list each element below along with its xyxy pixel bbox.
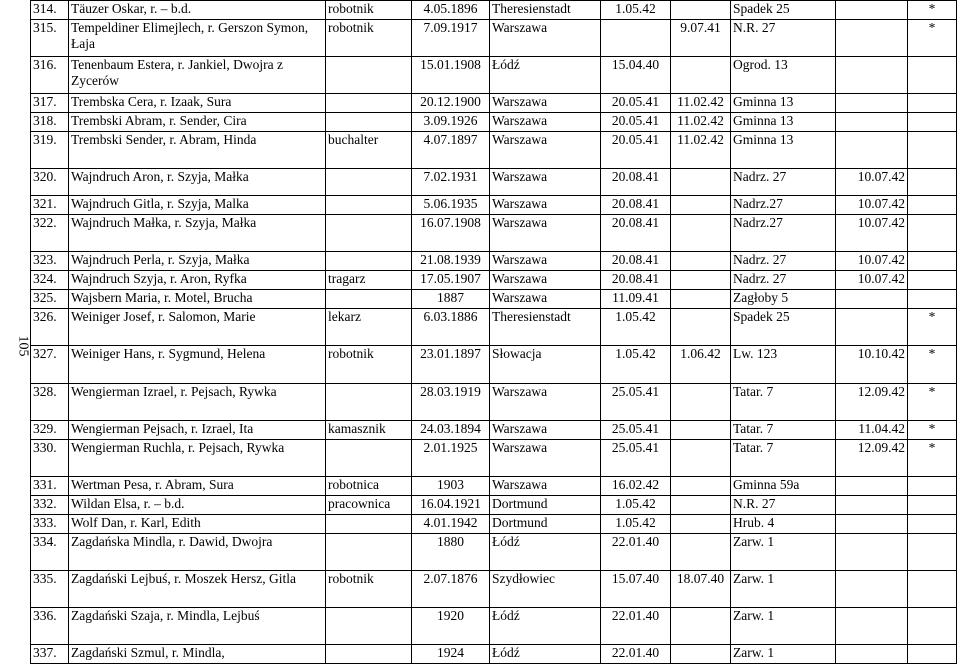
cell-death-date: [836, 645, 908, 664]
cell-mark: [908, 534, 957, 571]
cell-row-number: 331.: [31, 477, 69, 496]
cell-birth-place: Warszawa: [490, 477, 601, 496]
cell-arrival-date: 1.05.42: [601, 1, 671, 20]
cell-mark: [908, 252, 957, 271]
cell-departure-date: 11.02.42: [671, 132, 731, 169]
cell-arrival-date: 22.01.40: [601, 608, 671, 645]
cell-occupation: [326, 57, 412, 94]
cell-mark: *: [908, 440, 957, 477]
cell-mark: [908, 645, 957, 664]
cell-departure-date: [671, 608, 731, 645]
cell-person-name: Wajndruch Aron, r. Szyja, Małka: [69, 169, 326, 196]
cell-birth-date: 1887: [412, 290, 490, 309]
cell-person-name: Weiniger Hans, r. Sygmund, Helena: [69, 346, 326, 384]
cell-birth-date: 1903: [412, 477, 490, 496]
cell-departure-date: 11.02.42: [671, 113, 731, 132]
cell-address: Nadrz.27: [731, 196, 836, 215]
cell-arrival-date: 11.09.41: [601, 290, 671, 309]
cell-person-name: Wolf Dan, r. Karl, Edith: [69, 515, 326, 534]
cell-person-name: Tenenbaum Estera, r. Jankiel, Dwojra z Zycerów: [69, 57, 326, 94]
page-number-text: 105: [15, 335, 31, 357]
cell-death-date: [836, 290, 908, 309]
cell-mark: [908, 608, 957, 645]
cell-address: Tatar. 7: [731, 384, 836, 421]
cell-death-date: 10.07.42: [836, 271, 908, 290]
cell-arrival-date: 15.04.40: [601, 57, 671, 94]
cell-death-date: [836, 477, 908, 496]
cell-departure-date: [671, 496, 731, 515]
cell-address: N.R. 27: [731, 20, 836, 57]
cell-person-name: Trembski Sender, r. Abram, Hinda: [69, 132, 326, 169]
cell-address: Zarw. 1: [731, 608, 836, 645]
cell-birth-date: 2.01.1925: [412, 440, 490, 477]
records-table-body: [31, 1, 957, 664]
cell-address: Zarw. 1: [731, 645, 836, 664]
cell-person-name: Wengierman Ruchla, r. Pejsach, Rywka: [69, 440, 326, 477]
table-row: [31, 477, 957, 496]
cell-mark: [908, 290, 957, 309]
cell-arrival-date: 20.05.41: [601, 132, 671, 169]
table-row: [31, 571, 957, 608]
table-row: [31, 515, 957, 534]
cell-birth-place: Warszawa: [490, 94, 601, 113]
cell-death-date: [836, 57, 908, 94]
cell-death-date: [836, 608, 908, 645]
cell-birth-place: Warszawa: [490, 169, 601, 196]
cell-row-number: 322.: [31, 215, 69, 252]
cell-death-date: [836, 20, 908, 57]
cell-occupation: [326, 384, 412, 421]
cell-arrival-date: 20.05.41: [601, 94, 671, 113]
cell-occupation: robotnik: [326, 571, 412, 608]
cell-mark: [908, 113, 957, 132]
cell-address: Spadek 25: [731, 1, 836, 20]
cell-birth-place: Łódź: [490, 534, 601, 571]
cell-occupation: [326, 113, 412, 132]
cell-departure-date: [671, 477, 731, 496]
cell-person-name: Wajsbern Maria, r. Motel, Brucha: [69, 290, 326, 309]
table-row: [31, 309, 957, 346]
table-row: [31, 113, 957, 132]
cell-departure-date: [671, 440, 731, 477]
cell-birth-date: 1880: [412, 534, 490, 571]
cell-departure-date: 9.07.41: [671, 20, 731, 57]
cell-row-number: 336.: [31, 608, 69, 645]
table-row: [31, 1, 957, 20]
cell-person-name: Zagdański Szmul, r. Mindla,: [69, 645, 326, 664]
cell-mark: [908, 477, 957, 496]
cell-departure-date: [671, 309, 731, 346]
cell-death-date: [836, 515, 908, 534]
cell-death-date: 10.07.42: [836, 252, 908, 271]
table-row: [31, 132, 957, 169]
cell-birth-date: 1924: [412, 645, 490, 664]
cell-arrival-date: 1.05.42: [601, 309, 671, 346]
cell-arrival-date: 20.08.41: [601, 252, 671, 271]
cell-death-date: 11.04.42: [836, 421, 908, 440]
cell-arrival-date: 16.02.42: [601, 477, 671, 496]
cell-arrival-date: [601, 20, 671, 57]
cell-person-name: Wengierman Izrael, r. Pejsach, Rywka: [69, 384, 326, 421]
cell-departure-date: [671, 215, 731, 252]
cell-birth-date: 5.06.1935: [412, 196, 490, 215]
cell-row-number: 335.: [31, 571, 69, 608]
cell-occupation: buchalter: [326, 132, 412, 169]
cell-address: Zagłoby 5: [731, 290, 836, 309]
table-row: [31, 290, 957, 309]
table-row: [31, 421, 957, 440]
cell-departure-date: [671, 57, 731, 94]
cell-death-date: 12.09.42: [836, 440, 908, 477]
cell-birth-place: Warszawa: [490, 196, 601, 215]
cell-departure-date: [671, 515, 731, 534]
cell-row-number: 332.: [31, 496, 69, 515]
cell-birth-place: Warszawa: [490, 421, 601, 440]
cell-address: Gminna 13: [731, 132, 836, 169]
cell-birth-date: 28.03.1919: [412, 384, 490, 421]
cell-departure-date: 11.02.42: [671, 94, 731, 113]
cell-birth-date: 21.08.1939: [412, 252, 490, 271]
table-row: [31, 346, 957, 384]
table-row: [31, 440, 957, 477]
cell-address: Tatar. 7: [731, 421, 836, 440]
cell-address: Nadrz. 27: [731, 169, 836, 196]
cell-birth-place: Warszawa: [490, 440, 601, 477]
cell-departure-date: [671, 196, 731, 215]
cell-birth-place: Łódź: [490, 57, 601, 94]
cell-occupation: pracownica: [326, 496, 412, 515]
cell-death-date: [836, 94, 908, 113]
cell-address: Gminna 13: [731, 113, 836, 132]
cell-arrival-date: 1.05.42: [601, 515, 671, 534]
cell-address: Tatar. 7: [731, 440, 836, 477]
cell-occupation: robotnik: [326, 1, 412, 20]
cell-death-date: 10.07.42: [836, 169, 908, 196]
cell-mark: *: [908, 384, 957, 421]
cell-occupation: kamasznik: [326, 421, 412, 440]
cell-arrival-date: 25.05.41: [601, 384, 671, 421]
cell-row-number: 324.: [31, 271, 69, 290]
cell-address: Hrub. 4: [731, 515, 836, 534]
cell-birth-place: Warszawa: [490, 215, 601, 252]
cell-arrival-date: 20.08.41: [601, 196, 671, 215]
cell-birth-date: 1920: [412, 608, 490, 645]
cell-person-name: Tempeldiner Elimejlech, r. Gerszon Symon, Łaja: [69, 20, 326, 57]
cell-person-name: Trembska Cera, r. Izaak, Sura: [69, 94, 326, 113]
cell-departure-date: 1.06.42: [671, 346, 731, 384]
cell-row-number: 327.: [31, 346, 69, 384]
cell-arrival-date: 20.08.41: [601, 271, 671, 290]
cell-death-date: 12.09.42: [836, 384, 908, 421]
cell-departure-date: [671, 534, 731, 571]
table-row: [31, 57, 957, 94]
cell-address: Nadrz. 27: [731, 271, 836, 290]
cell-occupation: [326, 534, 412, 571]
cell-row-number: 314.: [31, 1, 69, 20]
cell-birth-place: Warszawa: [490, 290, 601, 309]
cell-row-number: 325.: [31, 290, 69, 309]
cell-birth-date: 24.03.1894: [412, 421, 490, 440]
cell-arrival-date: 1.05.42: [601, 346, 671, 384]
cell-arrival-date: 20.05.41: [601, 113, 671, 132]
cell-row-number: 323.: [31, 252, 69, 271]
table-row: [31, 384, 957, 421]
cell-occupation: [326, 196, 412, 215]
table-row: [31, 169, 957, 196]
cell-departure-date: [671, 421, 731, 440]
cell-birth-place: Theresienstadt: [490, 1, 601, 20]
cell-birth-place: Dortmund: [490, 496, 601, 515]
cell-death-date: [836, 113, 908, 132]
cell-row-number: 330.: [31, 440, 69, 477]
cell-death-date: 10.10.42: [836, 346, 908, 384]
cell-birth-date: 16.04.1921: [412, 496, 490, 515]
cell-row-number: 320.: [31, 169, 69, 196]
cell-birth-date: 3.09.1926: [412, 113, 490, 132]
cell-person-name: Trembski Abram, r. Sender, Cira: [69, 113, 326, 132]
cell-mark: [908, 169, 957, 196]
cell-birth-place: Warszawa: [490, 271, 601, 290]
cell-occupation: robotnica: [326, 477, 412, 496]
cell-person-name: Wajndruch Małka, r. Szyja, Małka: [69, 215, 326, 252]
cell-birth-date: 20.12.1900: [412, 94, 490, 113]
cell-row-number: 337.: [31, 645, 69, 664]
cell-birth-place: Łódź: [490, 608, 601, 645]
cell-person-name: Wengierman Pejsach, r. Izrael, Ita: [69, 421, 326, 440]
cell-row-number: 334.: [31, 534, 69, 571]
cell-mark: [908, 515, 957, 534]
cell-address: Nadrz.27: [731, 215, 836, 252]
cell-person-name: Zagdański Lejbuś, r. Moszek Hersz, Gitla: [69, 571, 326, 608]
cell-departure-date: [671, 645, 731, 664]
cell-occupation: [326, 94, 412, 113]
cell-death-date: [836, 496, 908, 515]
cell-death-date: [836, 571, 908, 608]
cell-mark: *: [908, 309, 957, 346]
cell-departure-date: [671, 290, 731, 309]
table-row: [31, 271, 957, 290]
cell-occupation: robotnik: [326, 20, 412, 57]
cell-birth-date: 15.01.1908: [412, 57, 490, 94]
cell-departure-date: [671, 271, 731, 290]
cell-mark: *: [908, 421, 957, 440]
cell-occupation: [326, 290, 412, 309]
cell-occupation: [326, 515, 412, 534]
cell-arrival-date: 1.05.42: [601, 496, 671, 515]
cell-occupation: [326, 215, 412, 252]
cell-row-number: 328.: [31, 384, 69, 421]
cell-address: Zarw. 1: [731, 571, 836, 608]
cell-person-name: Zagdańska Mindla, r. Dawid, Dwojra: [69, 534, 326, 571]
cell-occupation: lekarz: [326, 309, 412, 346]
cell-person-name: Zagdański Szaja, r. Mindla, Lejbuś: [69, 608, 326, 645]
cell-mark: *: [908, 20, 957, 57]
cell-person-name: Wajndruch Perla, r. Szyja, Małka: [69, 252, 326, 271]
cell-occupation: tragarz: [326, 271, 412, 290]
cell-mark: [908, 132, 957, 169]
cell-arrival-date: 15.07.40: [601, 571, 671, 608]
cell-birth-place: Warszawa: [490, 132, 601, 169]
cell-death-date: [836, 534, 908, 571]
cell-mark: [908, 496, 957, 515]
cell-death-date: [836, 1, 908, 20]
cell-row-number: 321.: [31, 196, 69, 215]
cell-birth-date: 16.07.1908: [412, 215, 490, 252]
table-row: [31, 496, 957, 515]
cell-mark: [908, 196, 957, 215]
cell-person-name: Täuzer Oskar, r. – b.d.: [69, 1, 326, 20]
cell-birth-date: 23.01.1897: [412, 346, 490, 384]
cell-row-number: 316.: [31, 57, 69, 94]
cell-birth-date: 4.07.1897: [412, 132, 490, 169]
cell-birth-date: 2.07.1876: [412, 571, 490, 608]
table-row: [31, 215, 957, 252]
cell-birth-place: Szydłowiec: [490, 571, 601, 608]
cell-arrival-date: 20.08.41: [601, 215, 671, 252]
cell-departure-date: [671, 1, 731, 20]
cell-mark: [908, 571, 957, 608]
cell-birth-date: 6.03.1886: [412, 309, 490, 346]
cell-arrival-date: 20.08.41: [601, 169, 671, 196]
cell-death-date: [836, 309, 908, 346]
cell-mark: *: [908, 1, 957, 20]
cell-row-number: 329.: [31, 421, 69, 440]
cell-mark: [908, 271, 957, 290]
cell-address: Nadrz. 27: [731, 252, 836, 271]
cell-occupation: [326, 645, 412, 664]
cell-death-date: 10.07.42: [836, 196, 908, 215]
cell-person-name: Wildan Elsa, r. – b.d.: [69, 496, 326, 515]
cell-occupation: [326, 169, 412, 196]
cell-mark: [908, 215, 957, 252]
cell-person-name: Wajndruch Gitla, r. Szyja, Malka: [69, 196, 326, 215]
table-row: [31, 94, 957, 113]
cell-birth-place: Łódź: [490, 645, 601, 664]
cell-occupation: [326, 608, 412, 645]
cell-address: Zarw. 1: [731, 534, 836, 571]
cell-address: Spadek 25: [731, 309, 836, 346]
cell-birth-date: 17.05.1907: [412, 271, 490, 290]
cell-person-name: Wajndruch Szyja, r. Aron, Ryfka: [69, 271, 326, 290]
cell-mark: *: [908, 346, 957, 384]
table-row: [31, 534, 957, 571]
table-row: [31, 608, 957, 645]
cell-address: Gminna 13: [731, 94, 836, 113]
cell-arrival-date: 22.01.40: [601, 534, 671, 571]
cell-row-number: 317.: [31, 94, 69, 113]
cell-mark: [908, 57, 957, 94]
cell-arrival-date: 25.05.41: [601, 440, 671, 477]
cell-birth-place: Słowacja: [490, 346, 601, 384]
cell-row-number: 333.: [31, 515, 69, 534]
cell-birth-place: Theresienstadt: [490, 309, 601, 346]
cell-departure-date: [671, 252, 731, 271]
cell-departure-date: [671, 384, 731, 421]
cell-departure-date: [671, 169, 731, 196]
table-row: [31, 645, 957, 664]
cell-birth-place: Warszawa: [490, 20, 601, 57]
cell-birth-date: 4.05.1896: [412, 1, 490, 20]
cell-arrival-date: 25.05.41: [601, 421, 671, 440]
cell-person-name: Wertman Pesa, r. Abram, Sura: [69, 477, 326, 496]
cell-birth-date: 7.09.1917: [412, 20, 490, 57]
cell-address: Ogrod. 13: [731, 57, 836, 94]
table-row: [31, 252, 957, 271]
table-row: [31, 20, 957, 57]
cell-mark: [908, 94, 957, 113]
cell-birth-place: Warszawa: [490, 113, 601, 132]
cell-departure-date: 18.07.40: [671, 571, 731, 608]
cell-birth-date: 7.02.1931: [412, 169, 490, 196]
cell-birth-place: Warszawa: [490, 252, 601, 271]
cell-birth-date: 4.01.1942: [412, 515, 490, 534]
cell-person-name: Weiniger Josef, r. Salomon, Marie: [69, 309, 326, 346]
cell-row-number: 315.: [31, 20, 69, 57]
cell-birth-place: Dortmund: [490, 515, 601, 534]
cell-birth-place: Warszawa: [490, 384, 601, 421]
cell-arrival-date: 22.01.40: [601, 645, 671, 664]
cell-row-number: 319.: [31, 132, 69, 169]
cell-row-number: 326.: [31, 309, 69, 346]
cell-occupation: [326, 440, 412, 477]
cell-row-number: 318.: [31, 113, 69, 132]
cell-occupation: robotnik: [326, 346, 412, 384]
cell-death-date: [836, 132, 908, 169]
page-number: [0, 320, 31, 360]
cell-address: Gminna 59a: [731, 477, 836, 496]
table-row: [31, 196, 957, 215]
cell-occupation: [326, 252, 412, 271]
cell-address: N.R. 27: [731, 496, 836, 515]
cell-address: Lw. 123: [731, 346, 836, 384]
cell-death-date: 10.07.42: [836, 215, 908, 252]
records-table: [30, 0, 957, 664]
